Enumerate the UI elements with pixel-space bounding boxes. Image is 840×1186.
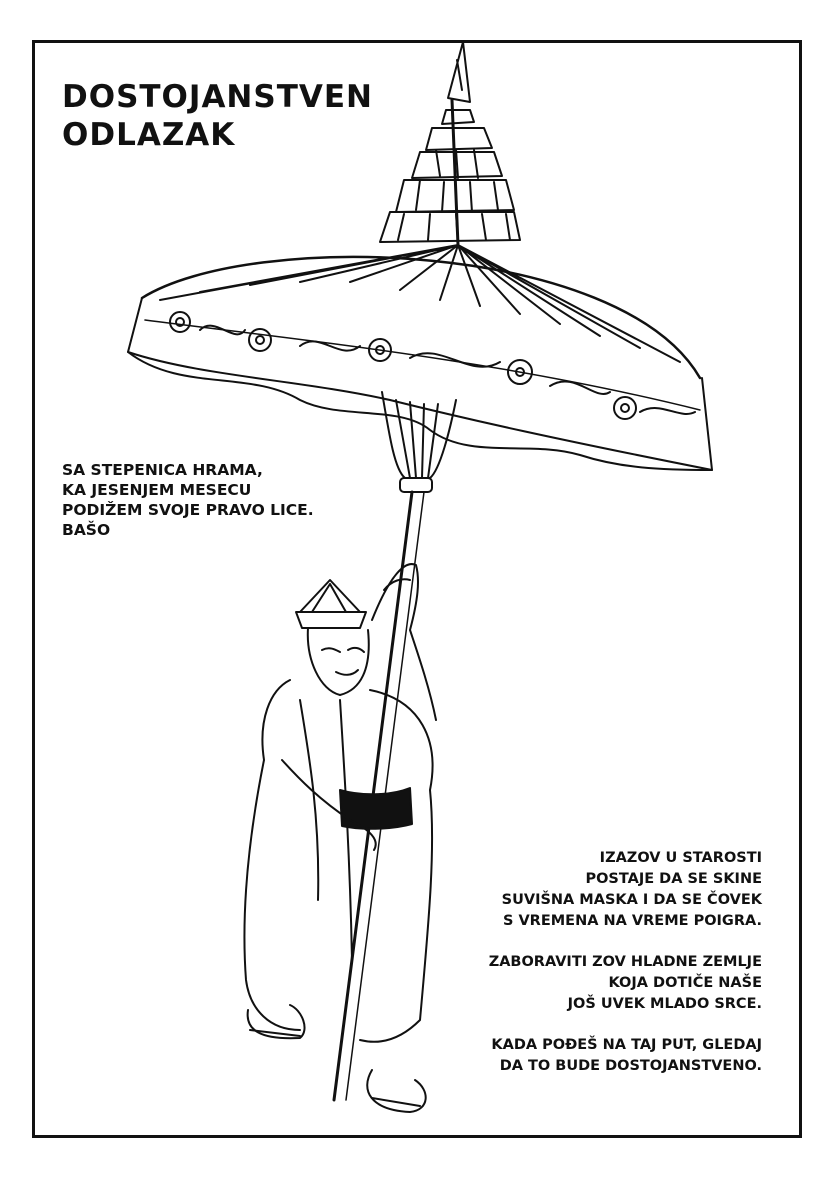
haiku-line: SA STEPENICA HRAMA, [62,461,263,479]
commentary-stanza [489,952,762,1015]
commentary-line: ZABORAVITI ZOV HLADNE ZEMLJE [488,954,762,970]
commentary-line: SUVIŠNA MASKA I DA SE ČOVEK [501,892,762,908]
commentary-line: DA TO BUDE DOSTOJANSTVENO. [499,1058,762,1074]
commentary-line: S VREMENA NA VREME POIGRA. [502,913,762,929]
title-line-2: ODLAZAK [62,117,236,153]
parasol-canopy [128,245,712,470]
commentary-line: POSTAJE DA SE SKINE [585,871,762,887]
commentary-line: KOJA DOTIČE NAŠE [608,975,762,991]
basho-haiku [62,460,314,540]
commentary-line: IZAZOV U STAROSTI [599,850,762,866]
commentary-line: JOŠ UVEK MLADO SRCE. [567,996,762,1012]
haiku-line: KA JESENJEM MESECU [62,481,252,499]
haiku-line: PODIŽEM SVOJE PRAVO LICE. [62,501,314,519]
parasol-finial [380,42,520,245]
commentary-stanza [489,848,762,932]
old-man-figure [244,564,436,1112]
haiku-author: BAŠO [62,521,111,539]
commentary-line: KADA POĐEŠ NA TAJ PUT, GLEDAJ [491,1037,762,1053]
commentary-stanza [489,1035,762,1077]
commentary-text [489,848,762,1097]
title-line-1: DOSTOJANSTVEN [62,79,373,115]
